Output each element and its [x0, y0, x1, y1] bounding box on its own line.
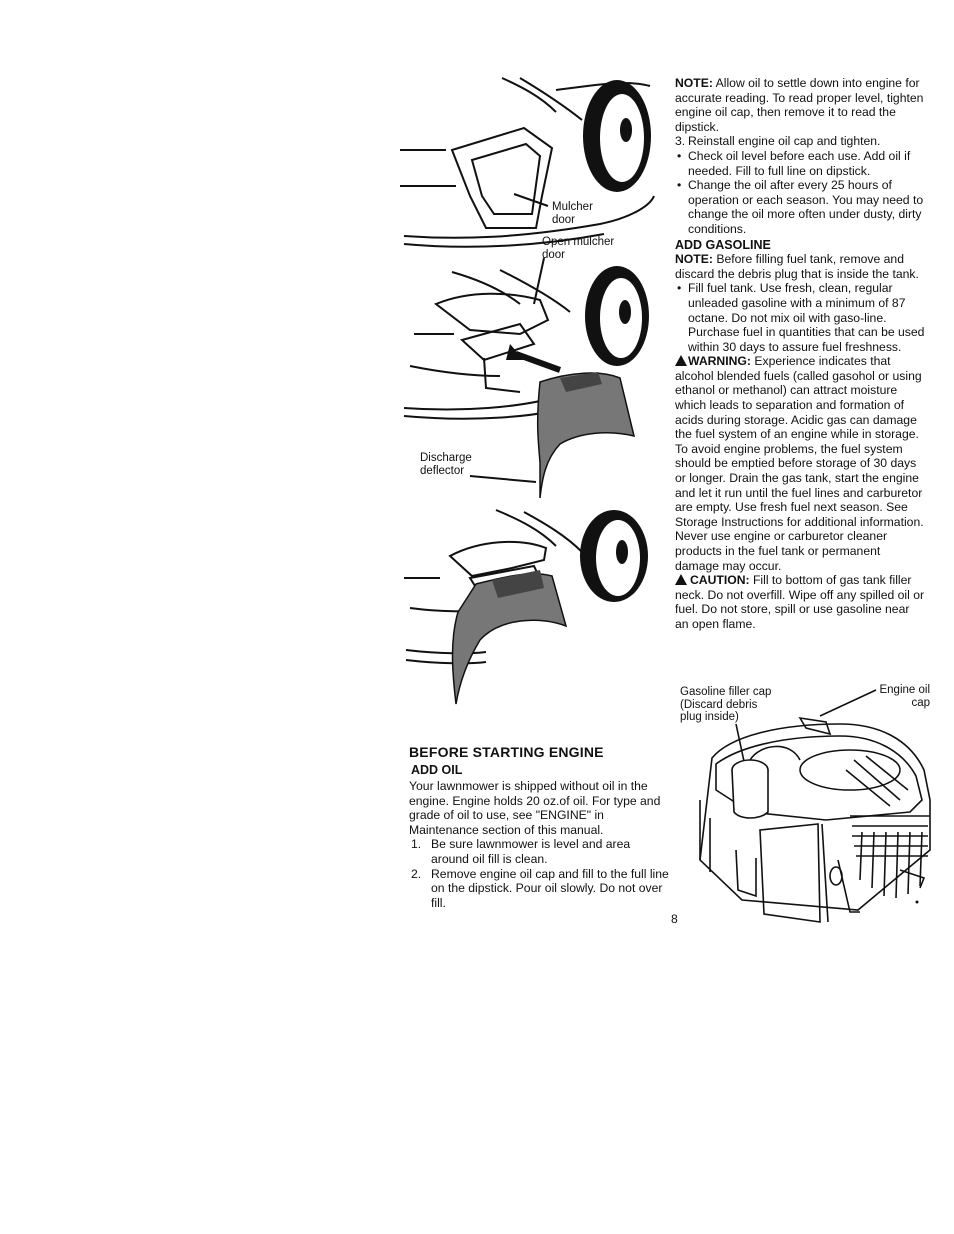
before-starting-engine-heading: BEFORE STARTING ENGINE — [409, 744, 604, 760]
list-item: • Change the oil after every 25 hours of operation or each season. You may need to change the oil more often under dusty, dirty conditions. — [677, 178, 924, 236]
step-number: 1. — [411, 837, 422, 852]
open-mulcher-door-label-line1: Open mulcher — [542, 236, 615, 248]
add-gasoline-heading: ADD GASOLINE — [675, 237, 771, 252]
caution-label: CAUTION: — [690, 573, 750, 588]
discharge-deflector-label-line2: deflector — [420, 464, 465, 477]
caution-text: Fill to bottom of gas tank filler neck. Do not overfill. Wipe off any spilled oil or fuel. Do not store, spill or use gasoline near an open flame. — [675, 573, 925, 631]
open-mulcher-door-label-line2: door — [542, 248, 566, 261]
bullet-text: Check oil level before each use. Add oil if needed. Fill to full line on dipstick. — [688, 148, 911, 178]
add-oil-intro: Your lawnmower is shipped without oil in the engine. Engine holds 20 oz.of oil. For type and grade of oil to use, see "ENGINE" in Maintenance section of this manual. — [409, 779, 661, 837]
list-item: • Fill fuel tank. Use fresh, clean, regular unleaded gasoline with a minimum of 87 octane. Do not mix oil with gaso-line. Purchase fuel in quantities that can be used within 30 days to assure fuel freshness. — [677, 281, 925, 354]
discharge-deflector-label-line1: Discharge — [420, 452, 472, 464]
list-item: • Check oil level before each use. Add oil if needed. Fill to full line on dipstick. — [677, 148, 911, 178]
step-number: 3. — [675, 134, 686, 149]
mulcher-door-label-line1: Mulcher — [552, 201, 593, 213]
add-oil-heading: ADD OIL — [411, 763, 463, 777]
mulcher-door-label-line2: door — [552, 213, 576, 226]
step-text: Reinstall engine oil cap and tighten. — [688, 134, 881, 149]
gasoline-filler-cap-label-line3: plug inside) — [680, 711, 739, 723]
warning-label: WARNING: — [688, 354, 751, 369]
step-text: Be sure lawnmower is level and area around oil fill is clean. — [431, 837, 631, 866]
bullet-text: Fill fuel tank. Use fresh, clean, regular unleaded gasoline with a minimum of 87 octane. Do not mix oil with gaso-line. Purchase fuel in quantities that can be used within 30 days to assure fuel freshness. — [688, 281, 925, 354]
note-text: Before filling fuel tank, remove and discard the debris plug that is inside the tank. — [675, 252, 919, 281]
note-label: NOTE: — [675, 76, 713, 90]
page-number: 8 — [671, 912, 678, 926]
warning-text: Experience indicates that alcohol blended fuels (called gasohol or using ethanol or methanol) can attract moisture which leads to separation and formation of acids during storage. Acidic gas can damage the fuel system of an engine while in storage. To avoid engine problems, the fuel system should be emptied before storage of 30 days or longer. Drain the gas tank, start the engine and let it run until the fuel lines and carburetor are empty. Use fresh fuel next season. See Storage Instructions for additional information. Never use engine or carburetor cleaner products in the fuel tank or permanent damage may occur. — [675, 354, 924, 573]
gasoline-filler-cap-label-line2: (Discard debris — [680, 698, 758, 711]
gasoline-filler-cap-label-line1: Gasoline filler cap — [680, 686, 772, 698]
note-label: NOTE: — [675, 252, 713, 267]
step-text: Remove engine oil cap and fill to the full line on the dipstick. Pour oil slowly. Do not over fill. — [431, 866, 669, 910]
engine-oil-cap-label-line1: Engine oil — [879, 684, 930, 696]
bullet-text: Change the oil after every 25 hours of operation or each season. You may need to change the oil more often under dusty, dirty conditions. — [688, 178, 924, 236]
note-text: Allow oil to settle down into engine for accurate reading. To read proper level, tighten engine oil cap, then remove it to read the dipstick. — [675, 76, 924, 134]
step-number: 2. — [411, 866, 422, 881]
engine-oil-cap-label-line2: cap — [911, 696, 930, 709]
